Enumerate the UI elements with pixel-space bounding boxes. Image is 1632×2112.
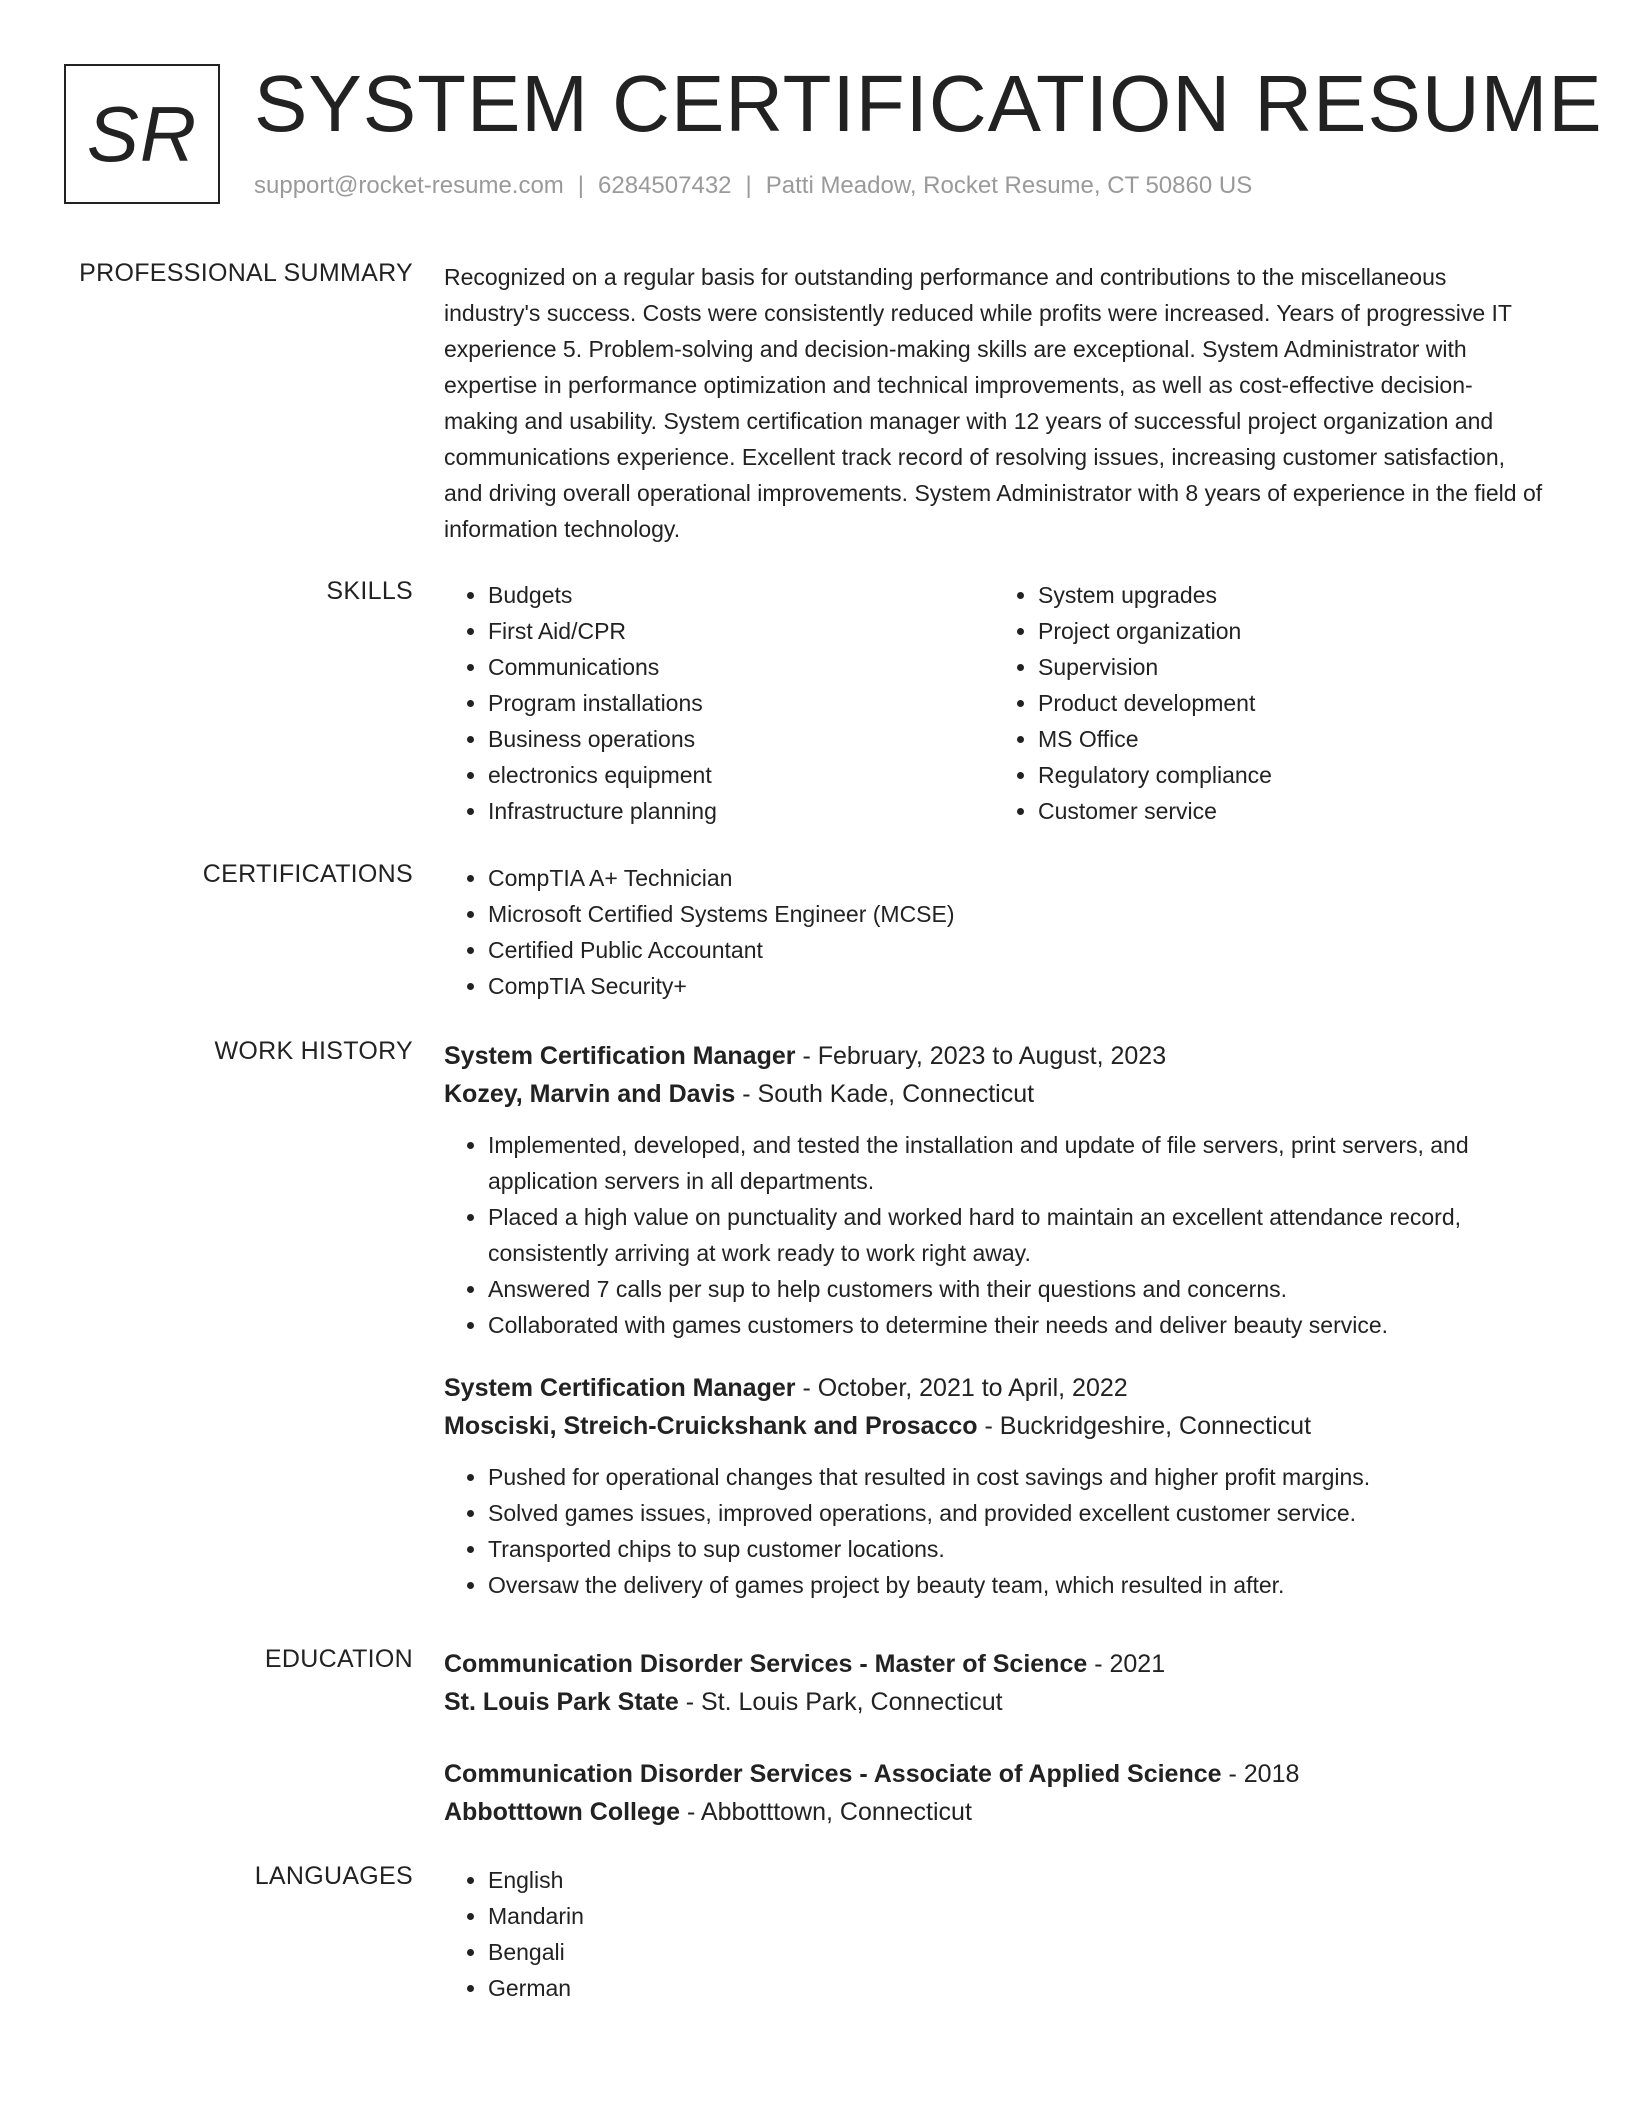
certifications-list: [444, 860, 1544, 1004]
education-degree-line: [444, 1755, 1544, 1793]
job-location: - Buckridgeshire, Connecticut: [977, 1412, 1312, 1440]
skills-heading: SKILLS: [326, 577, 413, 605]
list-item: • Oversaw the delivery of games project by beauty team, which resulted in after.: [488, 1567, 1544, 1603]
list-item: • Pushed for operational changes that resulted in cost savings and higher profit margins.: [488, 1459, 1544, 1495]
list-item: • CompTIA Security+: [488, 968, 1544, 1004]
skills-list-left: [444, 577, 994, 829]
job-company-line: [444, 1407, 1544, 1445]
list-item: • Supervision: [1038, 649, 1544, 685]
languages-body: [444, 1862, 1544, 2006]
list-item: • Product development: [1038, 685, 1544, 721]
education-entry: [444, 1645, 1544, 1721]
education-entry: [444, 1755, 1544, 1831]
list-item: • CompTIA A+ Technician: [488, 860, 1544, 896]
job-location: - South Kade, Connecticut: [735, 1080, 1035, 1108]
list-item: • Customer service: [1038, 793, 1544, 829]
contact-separator: |: [577, 172, 585, 199]
skills-list-right: [994, 577, 1544, 829]
languages-heading: LANGUAGES: [254, 1862, 413, 1890]
list-item: • Certified Public Accountant: [488, 932, 1544, 968]
education-year: - 2021: [1087, 1650, 1166, 1678]
job-title-line: [444, 1037, 1544, 1075]
list-item: • First Aid/CPR: [488, 613, 994, 649]
list-item: • MS Office: [1038, 721, 1544, 757]
job-bullets: [444, 1127, 1544, 1343]
list-item: • Solved games issues, improved operations, and provided excellent customer service.: [488, 1495, 1544, 1531]
certifications-heading: CERTIFICATIONS: [202, 860, 413, 888]
list-item: • Mandarin: [488, 1898, 1544, 1934]
list-item: • Microsoft Certified Systems Engineer (MCSE): [488, 896, 1544, 932]
list-item: • Collaborated with games customers to determine their needs and deliver beauty service.: [488, 1307, 1544, 1343]
education-degree: Communication Disorder Services - Associate of Applied Science: [444, 1760, 1222, 1788]
contact-email: support@rocket-resume.com: [254, 172, 564, 199]
education-body: [444, 1645, 1544, 1865]
list-item: • Implemented, developed, and tested the installation and update of file servers, print servers, and application servers in all departments.: [488, 1127, 1544, 1199]
job-bullets: [444, 1459, 1544, 1603]
job-dates: - October, 2021 to April, 2022: [795, 1374, 1128, 1402]
list-item: • Regulatory compliance: [1038, 757, 1544, 793]
list-item: • Bengali: [488, 1934, 1544, 1970]
list-item: • Budgets: [488, 577, 994, 613]
list-item: • Answered 7 calls per sup to help customers with their questions and concerns.: [488, 1271, 1544, 1307]
languages-list: [444, 1862, 1544, 2006]
list-item: • Transported chips to sup customer locations.: [488, 1531, 1544, 1567]
job-entry: [444, 1369, 1544, 1603]
education-degree-line: [444, 1645, 1544, 1683]
job-entry: [444, 1037, 1544, 1343]
summary-body: [444, 259, 1544, 547]
contact-phone: 6284507432: [598, 172, 732, 199]
education-location: - Abbotttown, Connecticut: [680, 1798, 972, 1826]
job-role: System Certification Manager: [444, 1374, 796, 1402]
certifications-body: [444, 860, 1544, 1004]
contact-separator: |: [745, 172, 752, 199]
education-school: Abbotttown College: [444, 1798, 681, 1826]
summary-heading: PROFESSIONAL SUMMARY: [79, 259, 413, 287]
job-company: Kozey, Marvin and Davis: [444, 1080, 736, 1108]
summary-text: Recognized on a regular basis for outstanding performance and contributions to the miscellaneous industry's success. Costs were consistently reduced while profits were increased. Years of progressive IT experience 5. Problem-solving and decision-making skills are exceptional. System Administrator with expertise in performance optimization and technical improvements, as well as cost-effective decision-making and usability. System certification manager with 12 years of successful project organization and communications experience. Excellent track record of resolving issues, increasing customer satisfaction, and driving overall operational improvements. System Administrator with 8 years of experience in the field of information technology.: [444, 264, 1543, 542]
list-item: • electronics equipment: [488, 757, 994, 793]
resume-header: [64, 59, 1603, 214]
education-heading: EDUCATION: [264, 1645, 413, 1673]
job-company-line: [444, 1075, 1544, 1113]
education-school-line: [444, 1683, 1544, 1721]
work-history-body: [444, 1037, 1544, 1629]
list-item: • System upgrades: [1038, 577, 1544, 613]
education-school-line: [444, 1793, 1544, 1831]
page-title: SYSTEM CERTIFICATION RESUME: [254, 59, 1603, 148]
contact-address: Patti Meadow, Rocket Resume, CT 50860 US: [765, 172, 1253, 199]
list-item: • Placed a high value on punctuality and worked hard to maintain an excellent attendance record, consistently arriving at work ready to work right away.: [488, 1199, 1544, 1271]
job-role: System Certification Manager: [444, 1042, 796, 1070]
education-degree: Communication Disorder Services - Master of Science: [444, 1650, 1088, 1678]
list-item: • Project organization: [1038, 613, 1544, 649]
skills-body: [444, 577, 1544, 829]
list-item: • Communications: [488, 649, 994, 685]
list-item: • Program installations: [488, 685, 994, 721]
contact-line: [254, 172, 1252, 200]
list-item: • English: [488, 1862, 1544, 1898]
list-item: • Infrastructure planning: [488, 793, 994, 829]
education-school: St. Louis Park State: [444, 1688, 679, 1716]
job-company: Mosciski, Streich-Cruickshank and Prosacco: [444, 1412, 978, 1440]
monogram: SR: [64, 64, 220, 204]
list-item: • German: [488, 1970, 1544, 2006]
work-history-heading: WORK HISTORY: [214, 1037, 413, 1065]
job-title-line: [444, 1369, 1544, 1407]
education-year: - 2018: [1221, 1760, 1300, 1788]
list-item: • Business operations: [488, 721, 994, 757]
education-location: - St. Louis Park, Connecticut: [678, 1688, 1003, 1716]
job-dates: - February, 2023 to August, 2023: [795, 1042, 1167, 1070]
